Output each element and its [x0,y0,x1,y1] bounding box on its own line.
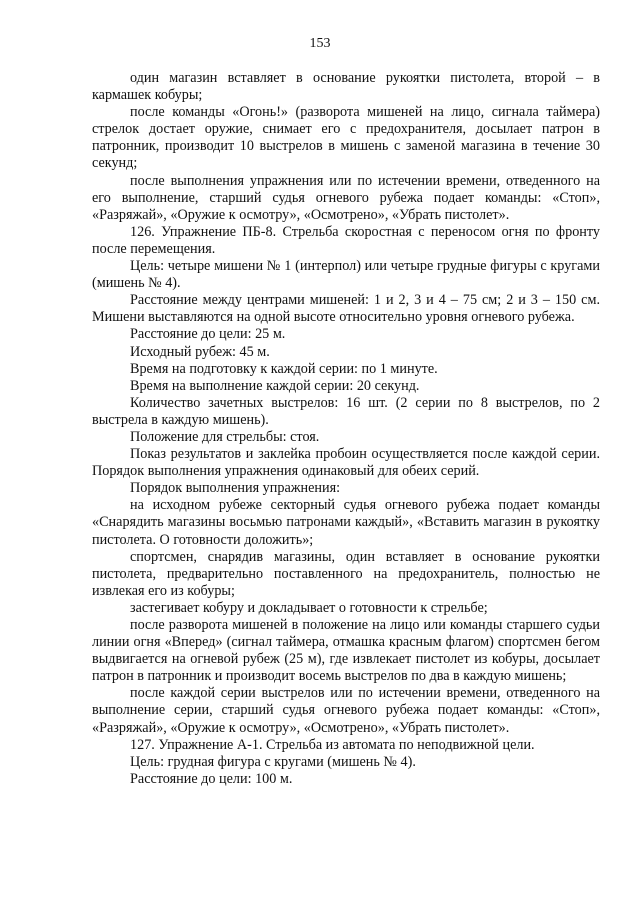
paragraph: Исходный рубеж: 45 м. [130,343,270,360]
paragraph: 127. Упражнение А-1. Стрельба из автомата по неподвижной цели. [130,736,535,753]
paragraph: после разворота мишеней в положение на лицо или команды старшего судьи линии огня «Вперед» (сигнал таймера, отмашка красным флагом) спортсмен бегом выдвигается на огневой рубеж (25 м), где извлекает пистолет из кобуры, досылает патрон в патронник и производит восемь выстрелов по два в каждую мишень; [92,617,600,685]
paragraph: Цель: четыре мишени № 1 (интерпол) или четыре грудные фигуры с кругами (мишень № 4). [92,258,600,292]
paragraph: Порядок выполнения упражнения: [130,480,341,497]
paragraph: Количество зачетных выстрелов: 16 шт. (2 серии по 8 выстрелов, по 2 выстрела в каждую мишень). [92,394,600,428]
paragraph: после выполнения упражнения или по истечении времени, отведенного на его выполнение, старший судья огневого рубежа подает команды: «Стоп», «Разряжай», «Оружие к осмотру», «Осмотрено», «Убрать пистолет». [92,172,600,223]
paragraph: Расстояние до цели: 25 м. [130,326,286,343]
paragraph: Цель: грудная фигура с кругами (мишень № 4). [130,753,416,770]
paragraph: Время на подготовку к каждой серии: по 1 минуте. [130,360,438,377]
paragraph: один магазин вставляет в основание рукоятки пистолета, второй – в кармашек кобуры; [92,70,600,104]
paragraph: после каждой серии выстрелов или по истечении времени, отведенного на выполнение серии, старший судья огневого рубежа подает команды: «Стоп», «Разряжай», «Оружие к осмотру», «Осмотрено», «Убрать пистолет». [92,685,600,736]
paragraph: Расстояние между центрами мишеней: 1 и 2, 3 и 4 – 75 см; 2 и 3 – 150 см. Мишени выставляются на одной высоте относительно уровня огневого рубежа. [92,292,600,326]
page-number: 153 [309,36,331,51]
paragraph: на исходном рубеже секторный судья огневого рубежа подает команды «Снарядить магазины восьмью патронами каждый», «Вставить магазин в рукоятку пистолета. О готовности доложить»; [92,497,600,548]
paragraph: спортсмен, снарядив магазины, один вставляет в основание рукоятки пистолета, предварительно поставленного на предохранитель, полностью не извлекая его из кобуры; [92,548,600,599]
paragraph: Время на выполнение каждой серии: 20 секунд. [130,377,420,394]
paragraph: застегивает кобуру и докладывает о готовности к стрельбе; [130,599,488,616]
document-body [92,70,600,788]
paragraph: 126. Упражнение ПБ-8. Стрельба скоростная с переносом огня по фронту после перемещения. [92,223,600,257]
paragraph: после команды «Огонь!» (разворота мишеней на лицо, сигнала таймера) стрелок достает оружие, снимает его с предохранителя, досылает патрон в патронник, производит 10 выстрелов в мишень с заменой магазина в течение 30 секунд; [92,104,600,172]
paragraph: Положение для стрельбы: стоя. [130,428,320,445]
paragraph: Показ результатов и заклейка пробоин осуществляется после каждой серии. Порядок выполнения упражнения одинаковый для обеих серий. [92,446,600,480]
paragraph: Расстояние до цели: 100 м. [130,770,293,787]
